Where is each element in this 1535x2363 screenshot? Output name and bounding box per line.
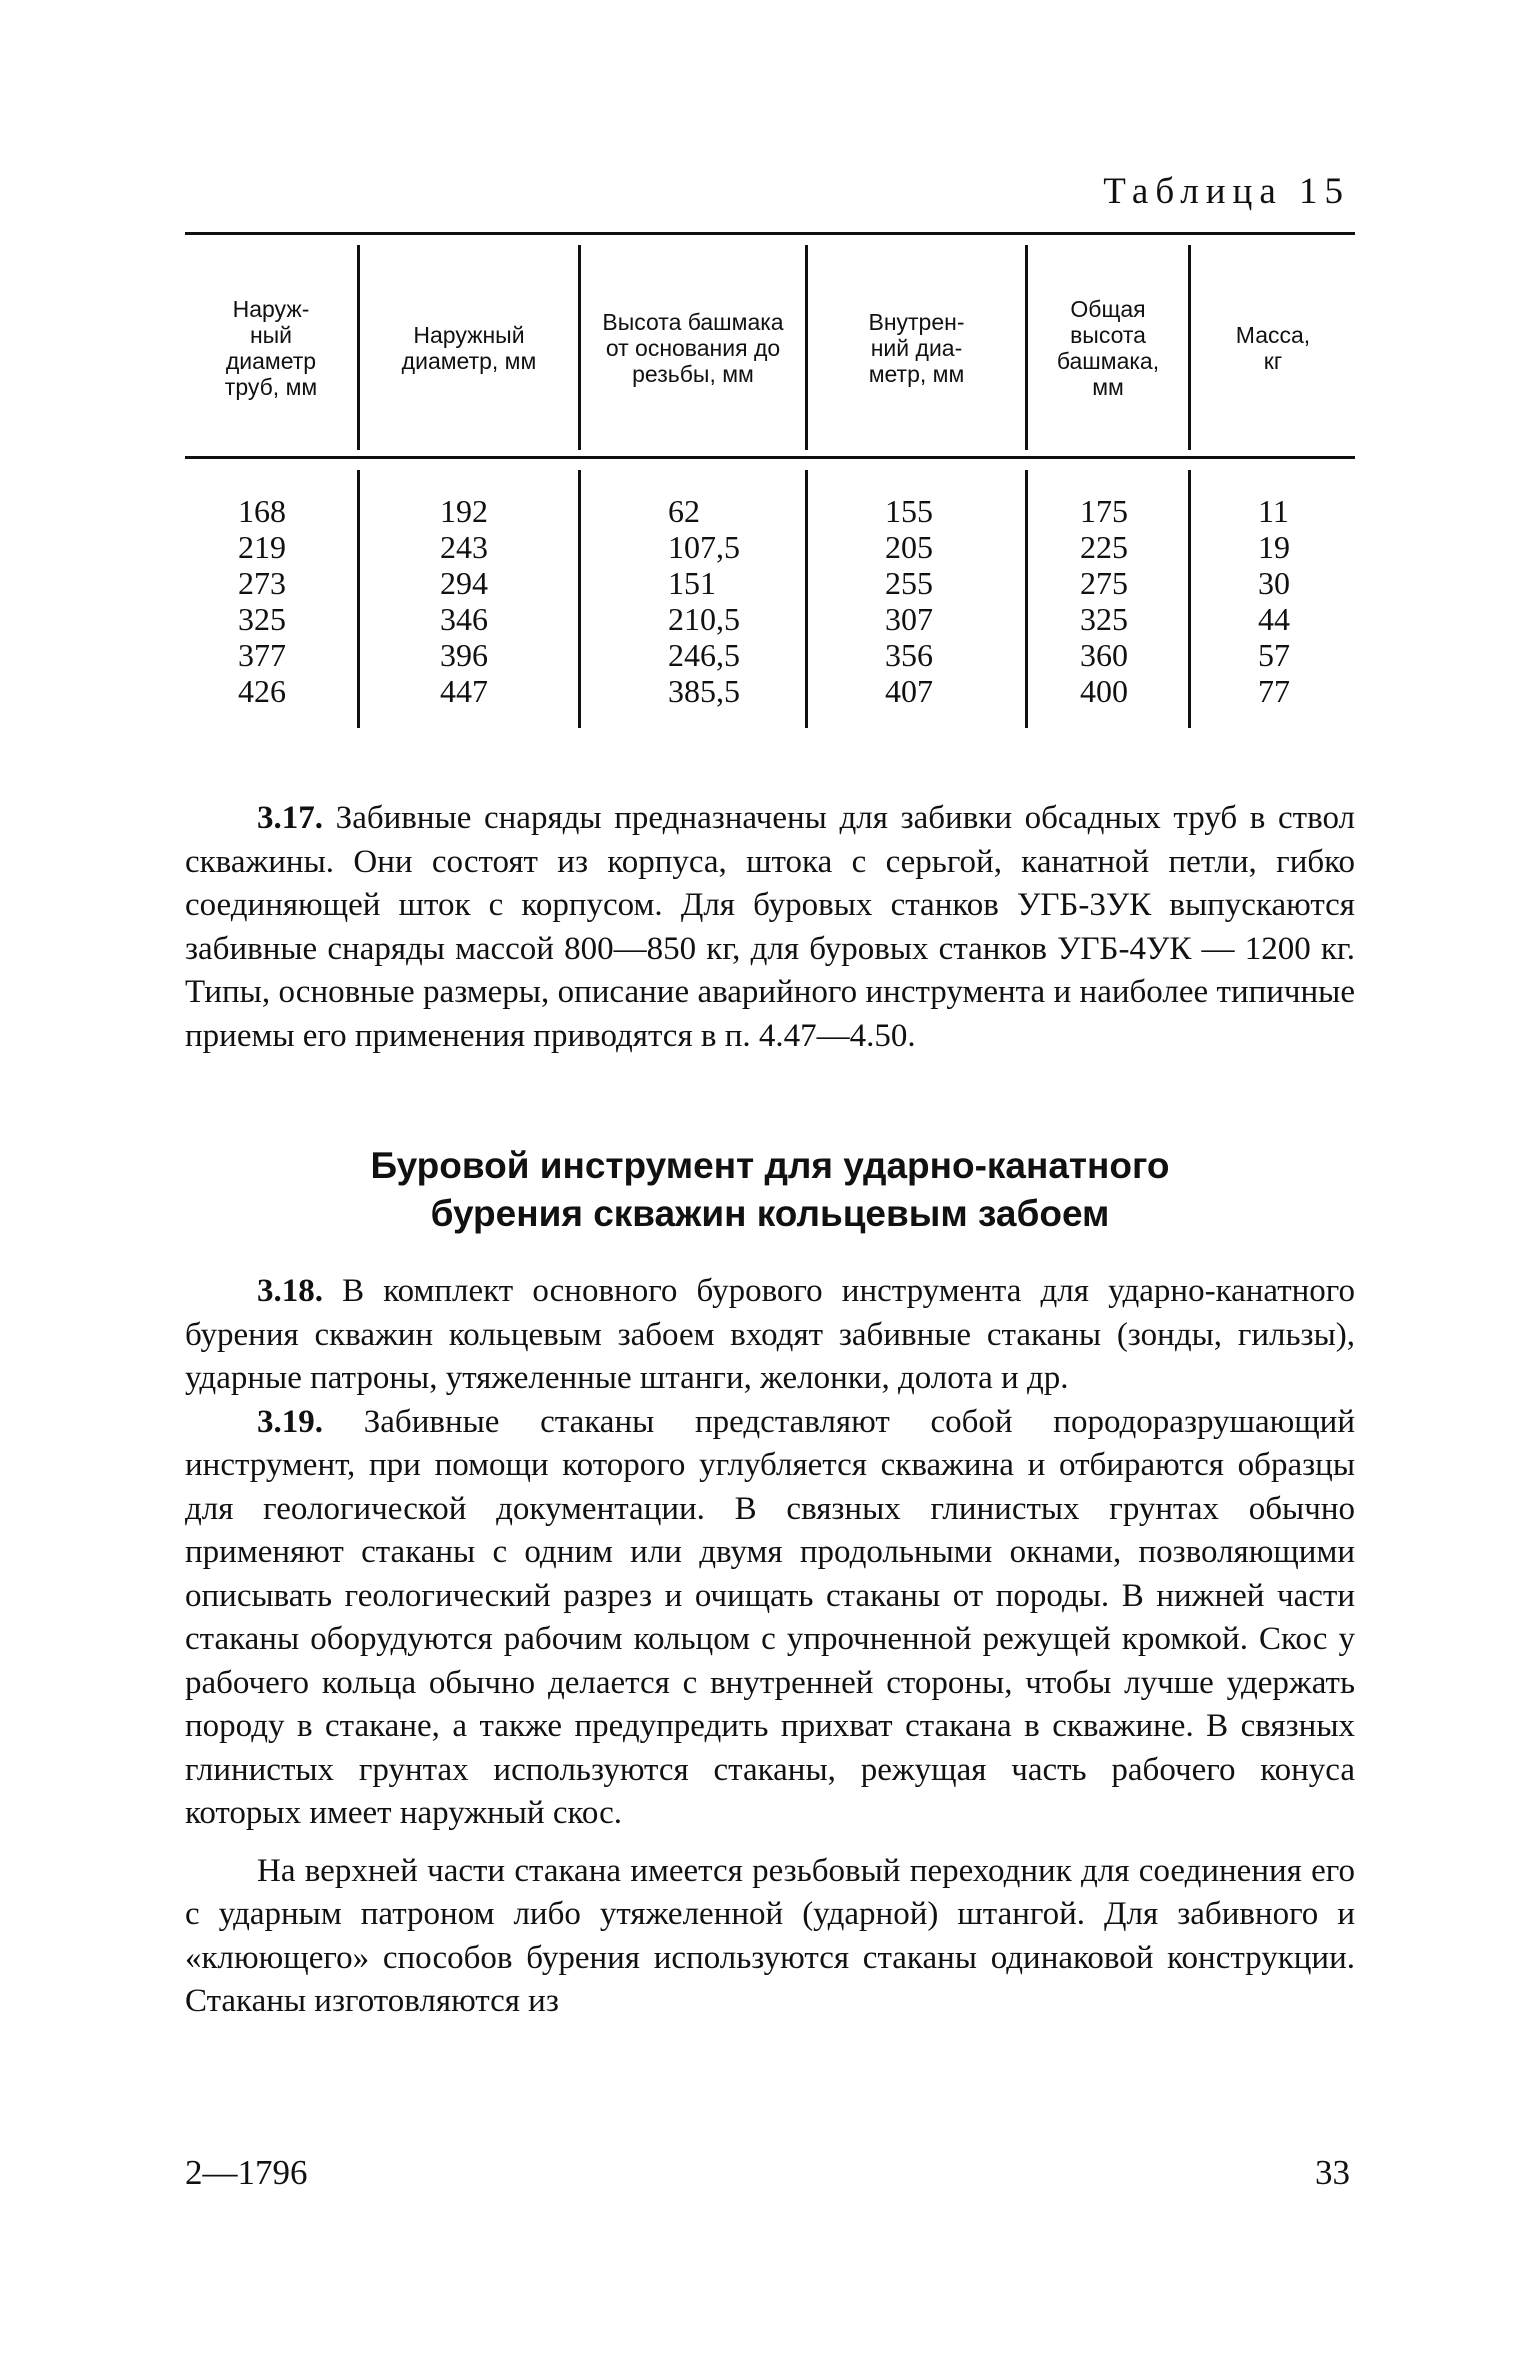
table-cell: 77 <box>1258 673 1290 709</box>
section-heading-line: бурения скважин кольцевым забоем <box>430 1193 1110 1234</box>
table-cell: 255 <box>885 565 933 601</box>
paragraph-3-19 <box>185 1401 1355 1836</box>
table-cell: 155 <box>885 493 933 529</box>
table-cell: 225 <box>1080 529 1128 565</box>
page-number: 33 <box>1315 2153 1350 2192</box>
table-cell: 168 <box>238 493 286 529</box>
table-column-outer-pipe-diameter <box>238 493 286 709</box>
paragraph-3-18 <box>185 1270 1355 1401</box>
section-heading-line: Буровой инструмент для ударно-канатного <box>370 1145 1170 1186</box>
table-cell: 151 <box>668 565 716 601</box>
table-cell: 360 <box>1080 637 1128 673</box>
table-column-shoe-height-to-thread <box>668 493 740 709</box>
table-cell: 356 <box>885 637 933 673</box>
table-cell: 107,5 <box>668 529 740 565</box>
paragraph-text: Забивные снаряды предназначены для забивки обсадных труб в ствол скважины. Они состоят из корпуса, штока с серьгой, канатной петли, гибко соединяющей шток с корпусом. Для буровых станков УГБ-3УК выпускаются забивные снаряды массой 800—850 кг, для буровых станков УГБ-4УК — 1200 кг. Типы, основные размеры, описание аварийного инструмента и наиболее типичные приемы его применения приводятся в п. 4.47—4.50. <box>185 800 1355 1054</box>
paragraph-text: Забивные стаканы представляют собой породоразрушающий инструмент, при помощи которого углубляется скважина и отбираются образцы для геологической документации. В связных глинистых грунтах обычно применяют стаканы с одним или двумя продольными окнами, позволяющими описывать геологический разрез и очищать стаканы от породы. В нижней части стаканы оборудуются рабочим кольцом с упрочненной режущей кромкой. Скос у рабочего кольца обычно делается с внутренней стороны, чтобы лучше удержать породу в стакане, а также предупредить прихват стакана в скважине. В связных глинистых грунтах используются стаканы, режущая часть рабочего конуса которых имеет наружный скос. <box>185 1403 1355 1831</box>
table-cell: 426 <box>238 673 286 709</box>
table-header-total-shoe-height: Общая высота башмака, мм <box>1056 295 1160 400</box>
table-cell: 19 <box>1258 529 1290 565</box>
column-divider <box>357 470 360 728</box>
paragraph-number: 3.19. <box>257 1403 323 1440</box>
table-cell: 210,5 <box>668 601 740 637</box>
table-cell: 447 <box>440 673 488 709</box>
table-cell: 400 <box>1080 673 1128 709</box>
table-cell: 396 <box>440 637 488 673</box>
paragraph-number: 3.18. <box>257 1273 323 1309</box>
table-top-rule <box>185 232 1355 235</box>
paragraph-text: В комплект основного бурового инструмента для ударно-канатного бурения скважин кольцевым забоем входят забивные стаканы (зонды, гильзы), ударные патроны, утяжеленные штанги, желонки, долота и др. <box>185 1273 1356 1396</box>
table-cell: 407 <box>885 673 933 709</box>
table-cell: 62 <box>668 493 700 529</box>
table-header-mass: Масса, кг <box>1235 321 1311 374</box>
body-text <box>185 1270 1355 2024</box>
table-cell: 325 <box>238 601 286 637</box>
table-title: Таблица 15 <box>1103 171 1350 212</box>
table-cell: 175 <box>1080 493 1128 529</box>
column-divider <box>578 470 581 728</box>
table-cell: 325 <box>1080 601 1128 637</box>
table-cell: 57 <box>1258 637 1290 673</box>
table-cell: 246,5 <box>668 637 740 673</box>
table-cell: 44 <box>1258 601 1290 637</box>
table-cell: 30 <box>1258 565 1290 601</box>
table-column-outer-diameter <box>440 493 488 709</box>
table-cell: 11 <box>1258 493 1289 529</box>
section-heading <box>185 1142 1355 1238</box>
table-cell: 346 <box>440 601 488 637</box>
table-header-rule <box>185 456 1355 459</box>
table-cell: 192 <box>440 493 488 529</box>
table-header-inner-diameter: Внутрен-ний диа-метр, мм <box>868 308 965 387</box>
table-cell: 307 <box>885 601 933 637</box>
paragraph-number: 3.17. <box>257 800 323 836</box>
table-cell: 273 <box>238 565 286 601</box>
table-cell: 275 <box>1080 565 1128 601</box>
paragraph-continuation: На верхней части стакана имеется резьбовый переходник для соединения его с ударным патроном либо утяжеленной (ударной) штангой. Для забивного и «клюющего» способов бурения используются стаканы одинаковой конструкции. Стаканы изготовляются из <box>185 1852 1355 2019</box>
column-divider <box>1188 470 1191 728</box>
printer-signature: 2—1796 <box>185 2153 308 2192</box>
table-column-total-shoe-height <box>1080 493 1128 709</box>
table-column-inner-diameter <box>885 493 933 709</box>
table-cell: 219 <box>238 529 286 565</box>
table-cell: 243 <box>440 529 488 565</box>
column-divider <box>805 470 808 728</box>
column-divider <box>1025 470 1028 728</box>
table-column-mass <box>1258 493 1290 709</box>
table-header-outer-pipe-diameter: Наруж-ный диаметр труб, мм <box>224 295 318 400</box>
paragraph-3-17 <box>185 797 1355 1058</box>
table-cell: 205 <box>885 529 933 565</box>
table-cell: 377 <box>238 637 286 673</box>
table-cell: 294 <box>440 565 488 601</box>
table-header-outer-diameter: Наружный диаметр, мм <box>401 321 537 374</box>
table-header-shoe-height-to-thread: Высота башмака от основания до резьбы, мм <box>602 308 784 387</box>
table-cell: 385,5 <box>668 673 740 709</box>
